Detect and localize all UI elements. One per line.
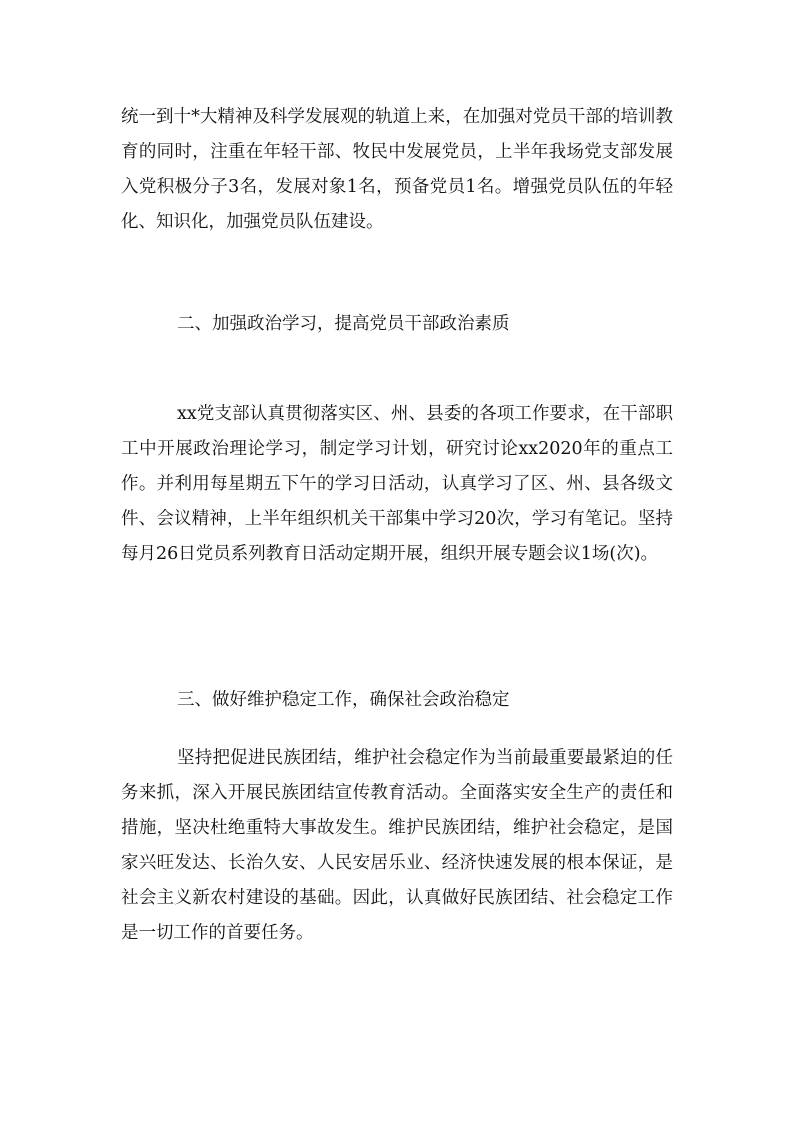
section-heading-3: 三、做好维护稳定工作，确保社会政治稳定 bbox=[177, 690, 510, 710]
body-paragraph-3: 坚持把促进民族团结，维护社会稳定作为当前最重要最紧迫的任务来抓，深入开展民族团结宣传教育活动。全面落实安全生产的责任和措施，坚决杜绝重特大事故发生。维护民族团结，维护社会稳定，是国家兴旺发达、长治久安、人民安居乐业、经济快速发展的根本保证，是社会主义新农村建设的基础。因此，认真做好民族团结、社会稳定工作是一切工作的首要任务。 bbox=[121, 748, 673, 943]
section-heading-2: 二、加强政治学习，提高党员干部政治素质 bbox=[177, 314, 510, 334]
body-paragraph-2: xx党支部认真贯彻落实区、州、县委的各项工作要求，在干部职工中开展政治理论学习，制定学习计划，研究讨论xx2020年的重点工作。并利用每星期五下午的学习日活动，认真学习了区、州、县各级文件、会议精神，上半年组织机关干部集中学习20次，学习有笔记。坚持每月26日党员系列教育日活动定期开展，组织开展专题会议1场(次)。 bbox=[121, 404, 673, 564]
body-paragraph-1: 统一到十*大精神及科学发展观的轨道上来，在加强对党员干部的培训教育的同时，注重在年轻干部、牧民中发展党员，上半年我场党支部发展入党积极分子3名，发展对象1名，预备党员1名。增强党员队伍的年轻化、知识化，加强党员队伍建设。 bbox=[121, 107, 673, 232]
